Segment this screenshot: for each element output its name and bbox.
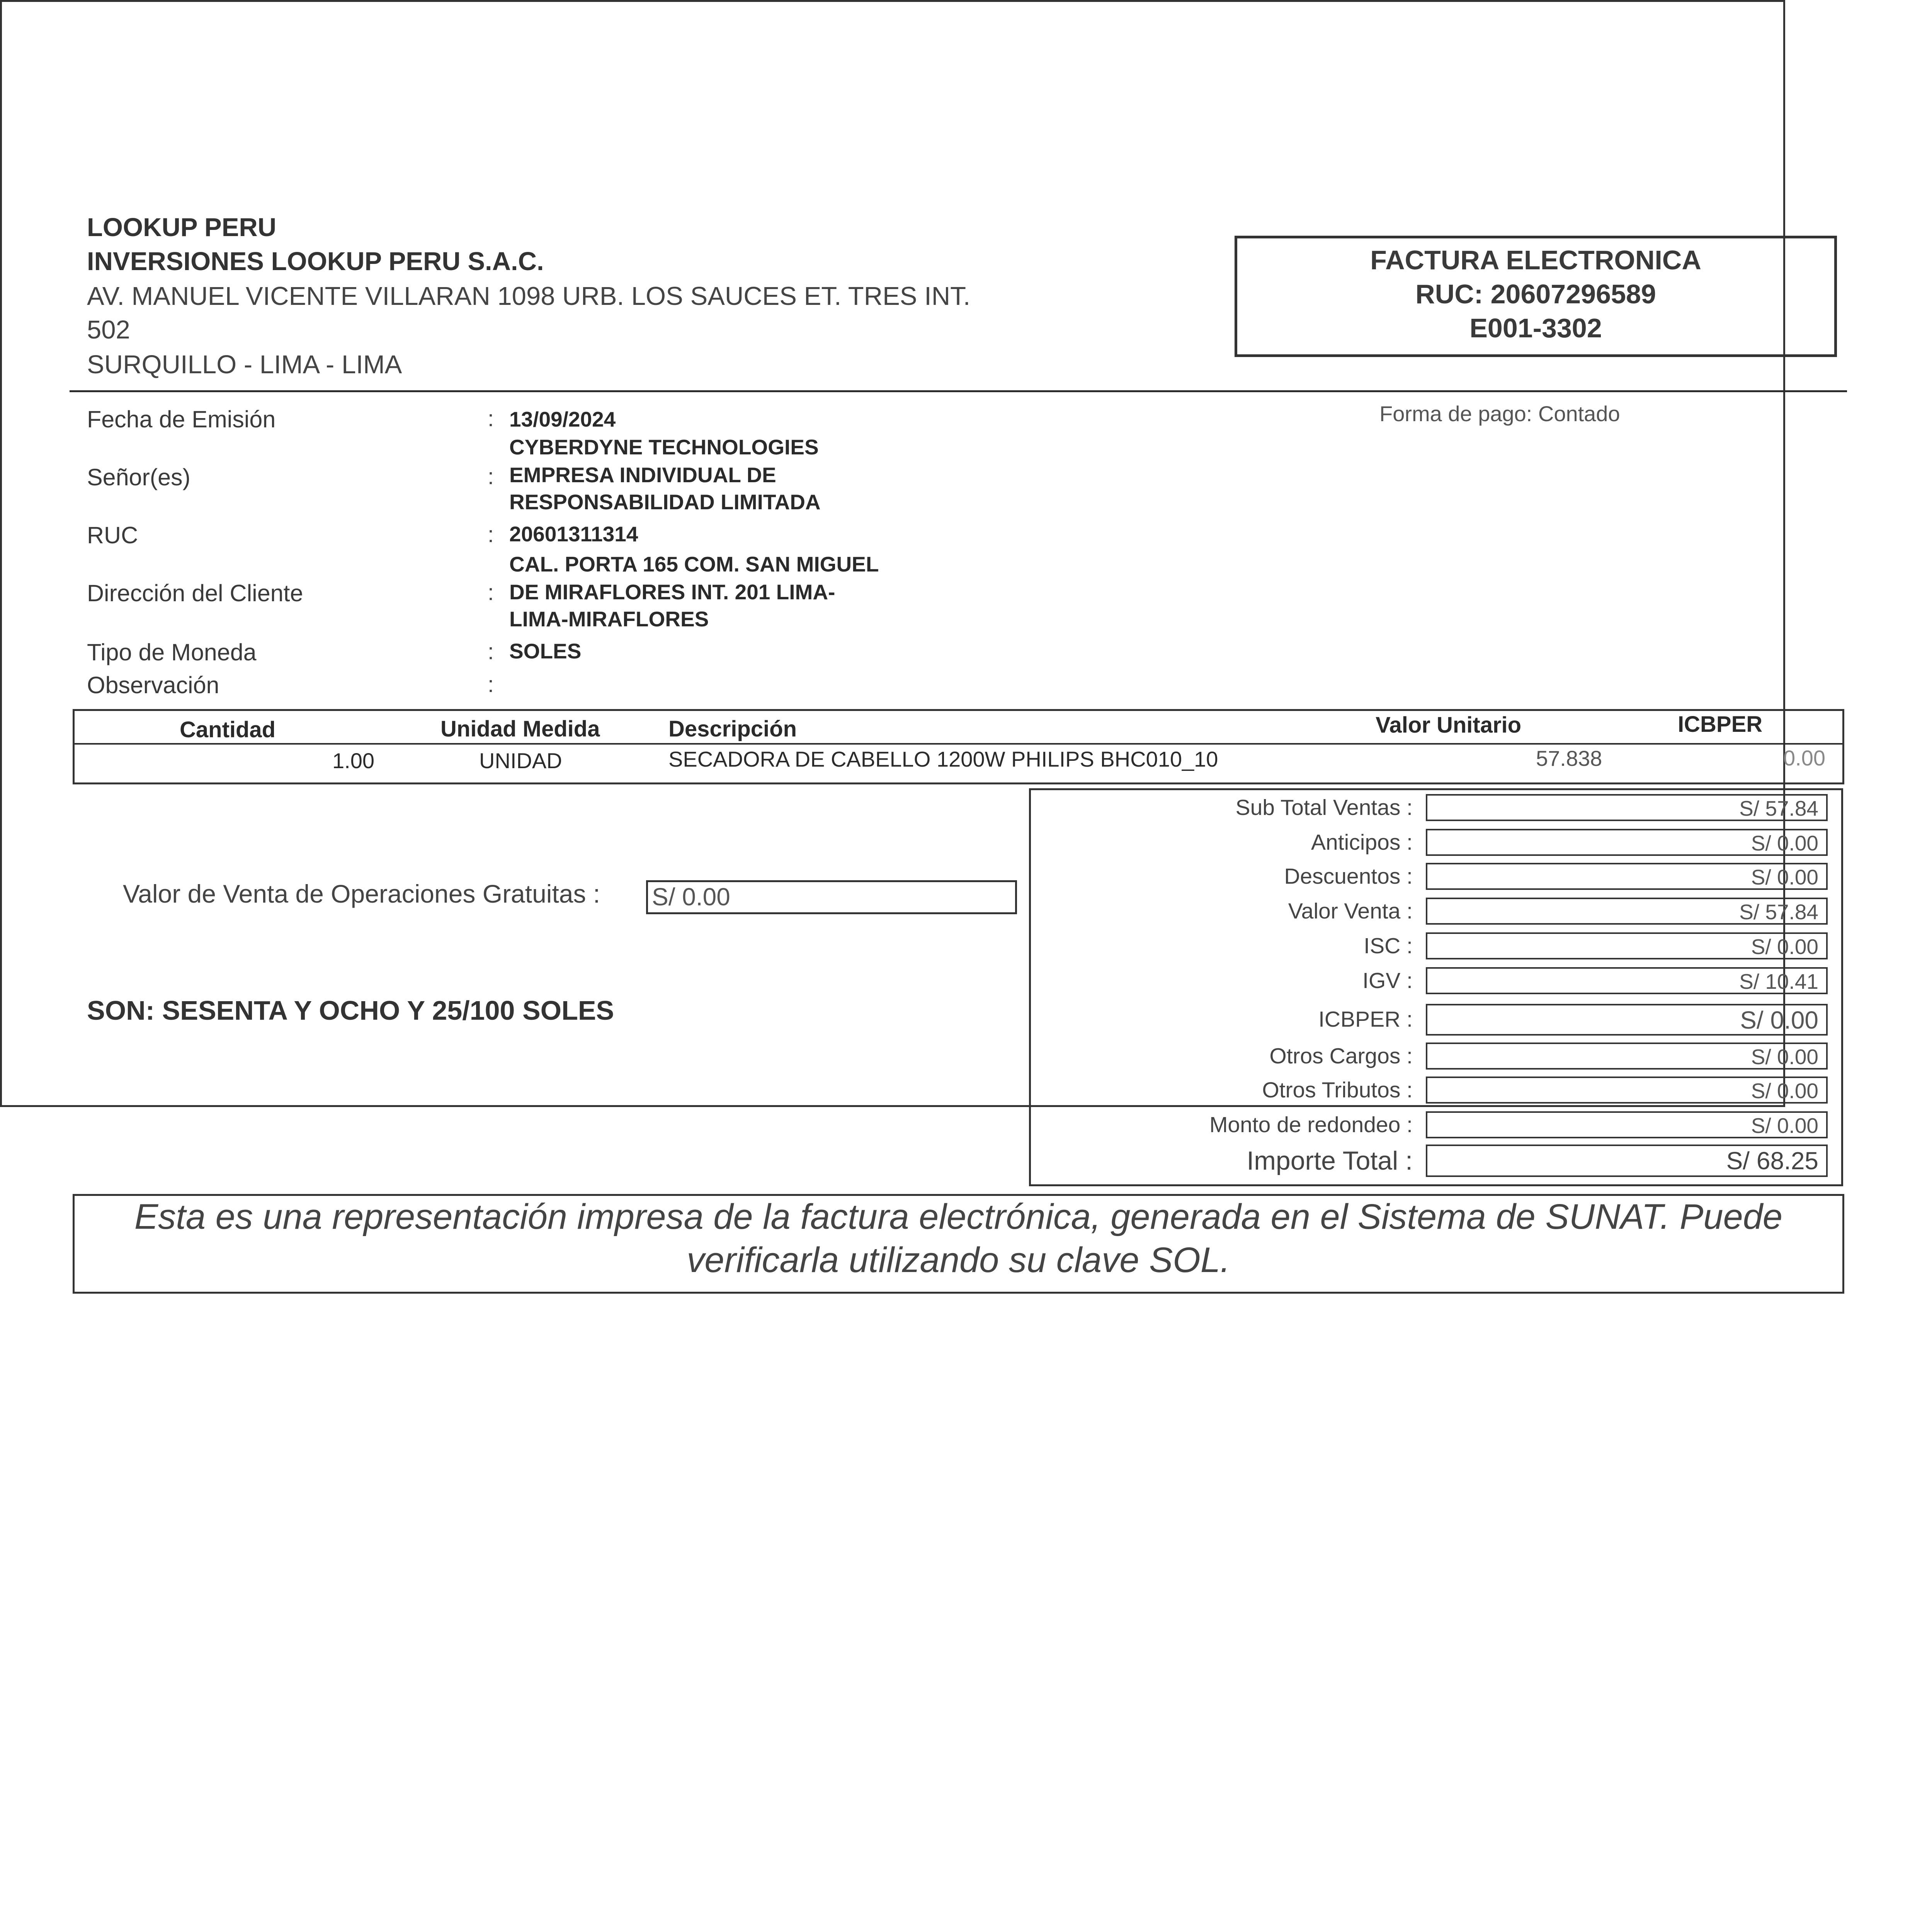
total-value-otros-tributos: S/ 0.00 <box>1751 1079 1818 1103</box>
senor-value-1: CYBERDYNE TECHNOLOGIES <box>509 435 819 459</box>
gratuitas-value: S/ 0.00 <box>652 883 730 911</box>
total-label-otros-tributos: Otros Tributos : <box>1262 1078 1413 1102</box>
total-label-isc: ISC : <box>1364 934 1413 958</box>
issuer-legal-name: INVERSIONES LOOKUP PERU S.A.C. <box>87 247 544 276</box>
footer-line1: Esta es una representación impresa de la factura electrónica, generada en el Sistema de SUNAT. Puede <box>134 1197 1783 1236</box>
total-box-otros-cargos <box>1426 1043 1828 1070</box>
total-label-descuentos: Descuentos : <box>1284 864 1413 889</box>
issuer-address-line3: SURQUILLO - LIMA - LIMA <box>87 350 402 379</box>
item-unidad: UNIDAD <box>479 748 562 773</box>
total-label-anticipos: Anticipos : <box>1311 830 1413 855</box>
amount-in-words: SON: SESENTA Y OCHO Y 25/100 SOLES <box>87 995 614 1026</box>
total-box-icbper <box>1426 1004 1828 1036</box>
total-box-importe <box>1426 1145 1828 1177</box>
senor-value-2: EMPRESA INDIVIDUAL DE <box>509 463 776 487</box>
document-type: FACTURA ELECTRONICA <box>1370 245 1701 275</box>
total-value-anticipos: S/ 0.00 <box>1751 831 1818 855</box>
total-box-otros-tributos <box>1426 1077 1828 1104</box>
direccion-label: Dirección del Cliente <box>87 580 303 606</box>
fecha-colon: : <box>488 406 494 431</box>
total-box-isc <box>1426 932 1828 959</box>
issuer-address-line1: AV. MANUEL VICENTE VILLARAN 1098 URB. LOS SAUCES ET. TRES INT. <box>87 282 971 311</box>
total-box-subtotal <box>1426 794 1828 821</box>
total-box-anticipos <box>1426 829 1828 856</box>
gratuitas-box <box>646 880 1017 914</box>
senor-colon: : <box>488 464 494 489</box>
total-label-redondeo: Monto de redondeo : <box>1209 1112 1413 1137</box>
ruc-colon: : <box>488 522 494 547</box>
issuer-address-line2: 502 <box>87 315 130 344</box>
total-box-valor-venta <box>1426 898 1828 925</box>
issuer-trade-name: LOOKUP PERU <box>87 213 277 242</box>
observacion-label: Observación <box>87 672 219 698</box>
ruc-label: RUC <box>87 522 138 548</box>
direccion-colon: : <box>488 580 494 605</box>
total-label-icbper: ICBPER : <box>1318 1007 1413 1032</box>
col-header-icbper: ICBPER <box>1678 712 1763 737</box>
total-value-descuentos: S/ 0.00 <box>1751 865 1818 889</box>
gratuitas-label: Valor de Venta de Operaciones Gratuitas : <box>123 879 600 908</box>
fecha-label: Fecha de Emisión <box>87 406 276 432</box>
item-valor-unitario: 57.838 <box>1536 746 1602 770</box>
items-table-header-rule <box>75 743 1842 745</box>
total-value-icbper: S/ 0.00 <box>1740 1006 1818 1034</box>
col-header-cantidad: Cantidad <box>180 717 276 742</box>
total-value-importe: S/ 68.25 <box>1726 1147 1818 1175</box>
forma-pago: Forma de pago: Contado <box>1379 401 1620 426</box>
total-box-redondeo <box>1426 1111 1828 1138</box>
fecha-value: 13/09/2024 <box>509 407 616 431</box>
total-value-isc: S/ 0.00 <box>1751 935 1818 959</box>
col-header-unidad: Unidad Medida <box>440 716 600 742</box>
total-value-redondeo: S/ 0.00 <box>1751 1114 1818 1138</box>
moneda-colon: : <box>488 639 494 664</box>
total-value-subtotal: S/ 57.84 <box>1739 796 1818 820</box>
item-cantidad: 1.00 <box>332 748 374 773</box>
senor-value-3: RESPONSABILIDAD LIMITADA <box>509 490 821 514</box>
direccion-value-3: LIMA-MIRAFLORES <box>509 607 709 631</box>
col-header-valor-unitario: Valor Unitario <box>1376 713 1522 738</box>
moneda-label: Tipo de Moneda <box>87 639 257 665</box>
total-label-igv: IGV : <box>1362 968 1413 993</box>
total-box-igv <box>1426 967 1828 994</box>
total-value-igv: S/ 10.41 <box>1739 969 1818 993</box>
total-label-valor-venta: Valor Venta : <box>1288 899 1413 923</box>
total-box-descuentos <box>1426 863 1828 890</box>
observacion-colon: : <box>488 672 494 697</box>
header-divider <box>70 390 1847 392</box>
total-value-valor-venta: S/ 57.84 <box>1739 900 1818 924</box>
issuer-ruc: RUC: 20607296589 <box>1415 279 1656 309</box>
document-id-box <box>1235 236 1837 357</box>
total-label-otros-cargos: Otros Cargos : <box>1269 1044 1413 1068</box>
col-header-descripcion: Descripción <box>668 716 797 742</box>
document-number: E001-3302 <box>1469 313 1602 343</box>
total-value-otros-cargos: S/ 0.00 <box>1751 1045 1818 1069</box>
direccion-value-2: DE MIRAFLORES INT. 201 LIMA- <box>509 580 835 604</box>
ruc-value: 20601311314 <box>509 522 638 546</box>
item-icbper: 0.00 <box>1783 746 1825 770</box>
direccion-value-1: CAL. PORTA 165 COM. SAN MIGUEL <box>509 552 879 576</box>
total-label-importe: Importe Total : <box>1247 1146 1413 1175</box>
item-descripcion: SECADORA DE CABELLO 1200W PHILIPS BHC010_10 <box>668 747 1218 771</box>
footer-line2: verificarla utilizando su clave SOL. <box>687 1240 1230 1280</box>
moneda-value: SOLES <box>509 639 582 663</box>
total-label-subtotal: Sub Total Ventas : <box>1235 795 1413 820</box>
senor-label: Señor(es) <box>87 464 190 490</box>
